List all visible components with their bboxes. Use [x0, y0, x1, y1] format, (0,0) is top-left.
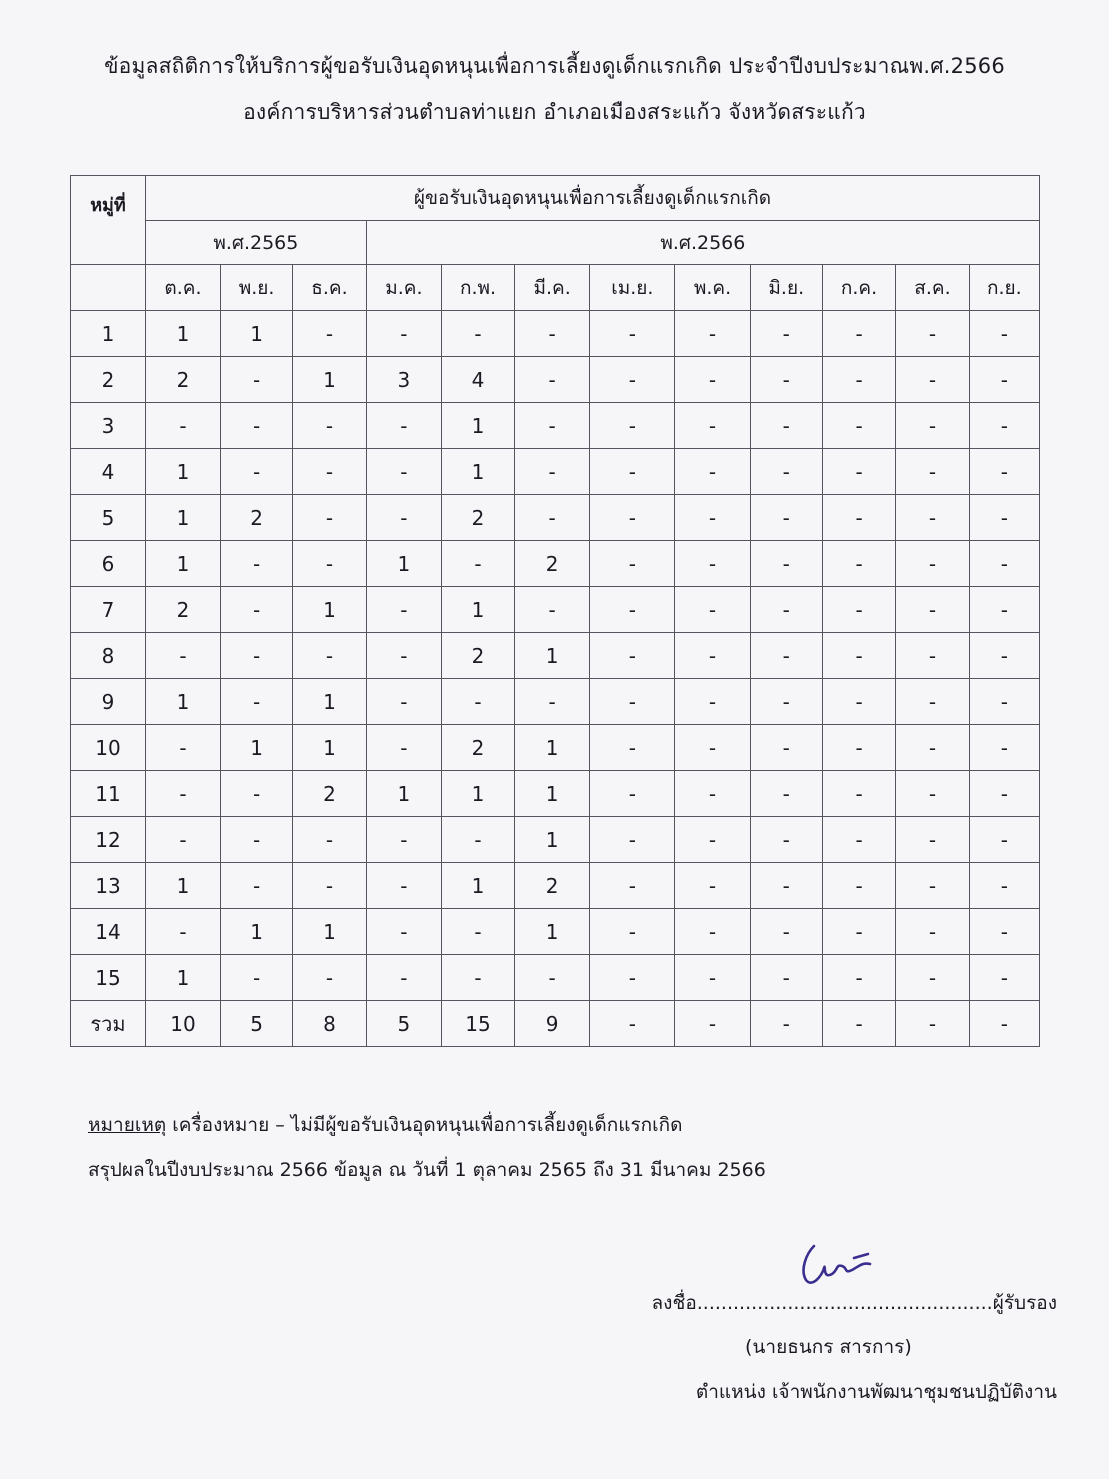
table-cell: -	[293, 495, 367, 541]
table-cell: -	[442, 817, 515, 863]
table-cell: -	[750, 633, 822, 679]
table-cell: -	[442, 679, 515, 725]
table-cell: 1	[514, 771, 589, 817]
table-row	[71, 725, 1040, 771]
table-cell: -	[442, 311, 515, 357]
table-cell: -	[146, 817, 221, 863]
table-cell: 1	[442, 449, 515, 495]
table-cell: -	[896, 587, 970, 633]
table-cell: -	[675, 633, 750, 679]
table-cell: -	[220, 863, 292, 909]
table-cell: 2	[293, 771, 367, 817]
table-cell: -	[590, 311, 675, 357]
statistics-table	[70, 175, 1040, 1047]
table-cell: -	[750, 587, 822, 633]
table-row	[71, 403, 1040, 449]
table-cell: -	[590, 587, 675, 633]
table-cell: -	[896, 541, 970, 587]
table-row	[71, 955, 1040, 1001]
village-number: 14	[71, 909, 146, 955]
table-cell: 3	[366, 357, 441, 403]
village-number: 8	[71, 633, 146, 679]
table-row	[71, 679, 1040, 725]
table-row	[71, 587, 1040, 633]
table-cell: -	[822, 541, 895, 587]
table-cell: -	[366, 863, 441, 909]
table-cell: -	[969, 955, 1039, 1001]
table-row	[71, 771, 1040, 817]
table-cell: -	[514, 955, 589, 1001]
table-cell: -	[590, 679, 675, 725]
table-row	[71, 817, 1040, 863]
village-number: 10	[71, 725, 146, 771]
table-cell: -	[514, 449, 589, 495]
table-cell: -	[590, 357, 675, 403]
table-cell: -	[822, 725, 895, 771]
table-cell: -	[822, 587, 895, 633]
table-cell: -	[514, 403, 589, 449]
total-cell: -	[969, 1001, 1039, 1047]
table-cell: -	[969, 679, 1039, 725]
signature-line: ลงชื่อ.................................................ผู้รับรอง	[651, 1292, 1057, 1314]
table-cell: -	[750, 771, 822, 817]
table-cell: 1	[293, 909, 367, 955]
table-cell: -	[146, 725, 221, 771]
total-cell: 8	[293, 1001, 367, 1047]
village-number: 2	[71, 357, 146, 403]
table-cell: -	[146, 771, 221, 817]
year-2565-header: พ.ศ.2565	[146, 221, 367, 265]
table-cell: -	[822, 403, 895, 449]
month-header-row	[71, 265, 1040, 311]
table-cell: -	[590, 909, 675, 955]
table-cell: -	[969, 725, 1039, 771]
table-cell: -	[750, 863, 822, 909]
table-cell: -	[293, 311, 367, 357]
table-cell: -	[969, 449, 1039, 495]
table-cell: -	[822, 495, 895, 541]
table-cell: -	[750, 955, 822, 1001]
table-cell: -	[969, 771, 1039, 817]
total-cell: 10	[146, 1001, 221, 1047]
total-cell: -	[896, 1001, 970, 1047]
table-cell: -	[896, 725, 970, 771]
table-cell: -	[675, 541, 750, 587]
table-cell: -	[675, 817, 750, 863]
group-header: ผู้ขอรับเงินอุดหนุนเพื่อการเลี้ยงดูเด็กแรกเกิด	[146, 176, 1040, 221]
table-cell: 1	[366, 541, 441, 587]
table-cell: -	[293, 403, 367, 449]
table-cell: 1	[220, 311, 292, 357]
month-header: ต.ค.	[146, 265, 221, 311]
table-cell: -	[293, 541, 367, 587]
table-cell: -	[822, 909, 895, 955]
table-cell: -	[750, 311, 822, 357]
table-cell: -	[293, 863, 367, 909]
table-cell: -	[220, 449, 292, 495]
table-cell: -	[220, 633, 292, 679]
table-cell: -	[896, 817, 970, 863]
table-cell: -	[293, 449, 367, 495]
table-cell: -	[969, 541, 1039, 587]
table-cell: -	[442, 909, 515, 955]
table-cell: -	[366, 311, 441, 357]
table-cell: -	[675, 909, 750, 955]
table-cell: -	[822, 633, 895, 679]
total-cell: 9	[514, 1001, 589, 1047]
village-number: 12	[71, 817, 146, 863]
table-cell: 1	[514, 817, 589, 863]
table-cell: -	[590, 725, 675, 771]
table-row	[71, 909, 1040, 955]
month-header: ธ.ค.	[293, 265, 367, 311]
table-cell: -	[822, 771, 895, 817]
table-cell: 1	[442, 771, 515, 817]
table-cell: 1	[442, 863, 515, 909]
month-header: ก.พ.	[442, 265, 515, 311]
table-cell: -	[366, 817, 441, 863]
month-header: ส.ค.	[896, 265, 970, 311]
total-cell: -	[590, 1001, 675, 1047]
table-cell: 1	[514, 633, 589, 679]
month-header: ก.ย.	[969, 265, 1039, 311]
note-label: หมายเหตุ	[88, 1114, 167, 1136]
total-cell: 5	[366, 1001, 441, 1047]
table-cell: -	[822, 357, 895, 403]
table-cell: 1	[220, 725, 292, 771]
total-cell: 15	[442, 1001, 515, 1047]
table-cell: -	[969, 357, 1039, 403]
table-row	[71, 495, 1040, 541]
table-cell: -	[293, 955, 367, 1001]
table-cell: -	[293, 817, 367, 863]
table-cell: -	[896, 955, 970, 1001]
table-cell: -	[590, 955, 675, 1001]
organization-subtitle: องค์การบริหารส่วนตำบลท่าแยก อำเภอเมืองสระแก้ว จังหวัดสระแก้ว	[243, 100, 866, 124]
total-cell: 5	[220, 1001, 292, 1047]
table-cell: 1	[293, 587, 367, 633]
table-cell: -	[896, 449, 970, 495]
total-cell: -	[750, 1001, 822, 1047]
total-cell: -	[822, 1001, 895, 1047]
table-cell: -	[750, 541, 822, 587]
village-number: 3	[71, 403, 146, 449]
table-cell: -	[675, 403, 750, 449]
table-cell: -	[750, 495, 822, 541]
table-cell: -	[896, 495, 970, 541]
table-cell: -	[366, 587, 441, 633]
table-cell: -	[822, 679, 895, 725]
table-cell: -	[750, 909, 822, 955]
note-line	[88, 1110, 683, 1140]
table-cell: -	[822, 311, 895, 357]
table-cell: -	[366, 403, 441, 449]
table-cell: -	[442, 541, 515, 587]
table-cell: 1	[146, 495, 221, 541]
table-cell: 2	[146, 357, 221, 403]
year-2566-header: พ.ศ.2566	[366, 221, 1039, 265]
table-cell: 2	[514, 541, 589, 587]
table-cell: -	[590, 541, 675, 587]
month-header: เม.ย.	[590, 265, 675, 311]
table-cell: -	[293, 633, 367, 679]
table-cell: 1	[293, 357, 367, 403]
table-cell: 1	[146, 449, 221, 495]
table-cell: -	[822, 817, 895, 863]
table-cell: 1	[146, 679, 221, 725]
table-row	[71, 633, 1040, 679]
table-cell: -	[969, 633, 1039, 679]
table-cell: -	[896, 771, 970, 817]
table-cell: 2	[442, 633, 515, 679]
table-cell: 1	[146, 863, 221, 909]
village-number: 1	[71, 311, 146, 357]
table-cell: -	[969, 587, 1039, 633]
table-cell: -	[366, 955, 441, 1001]
table-cell: -	[366, 725, 441, 771]
document-title: ข้อมูลสถิติการให้บริการผู้ขอรับเงินอุดหนุนเพื่อการเลี้ยงดูเด็กแรกเกิด ประจำปีงบประมาณพ.ศ.2566	[104, 54, 1005, 78]
table-cell: 2	[220, 495, 292, 541]
table-cell: -	[750, 357, 822, 403]
table-cell: -	[590, 863, 675, 909]
table-cell: 1	[514, 909, 589, 955]
month-header: พ.ย.	[220, 265, 292, 311]
table-cell: -	[750, 403, 822, 449]
table-cell: -	[220, 771, 292, 817]
table-cell: -	[822, 955, 895, 1001]
table-cell: -	[220, 357, 292, 403]
month-header: มิ.ย.	[750, 265, 822, 311]
village-number: 5	[71, 495, 146, 541]
table-cell: 1	[293, 679, 367, 725]
signer-name: (นายธนกร สารการ)	[745, 1336, 912, 1358]
table-cell: -	[146, 403, 221, 449]
table-cell: -	[675, 357, 750, 403]
table-cell: -	[969, 403, 1039, 449]
total-cell: -	[675, 1001, 750, 1047]
table-cell: 2	[146, 587, 221, 633]
table-cell: -	[750, 725, 822, 771]
table-row	[71, 541, 1040, 587]
table-cell: -	[514, 311, 589, 357]
table-cell: -	[675, 725, 750, 771]
table-cell: -	[590, 449, 675, 495]
table-cell: -	[969, 863, 1039, 909]
table-cell: 4	[442, 357, 515, 403]
total-label: รวม	[71, 1001, 146, 1047]
month-header: ก.ค.	[822, 265, 895, 311]
table-cell: -	[590, 771, 675, 817]
table-cell: -	[675, 311, 750, 357]
table-row	[71, 311, 1040, 357]
table-cell: -	[822, 449, 895, 495]
table-cell: -	[969, 495, 1039, 541]
table-cell: -	[514, 495, 589, 541]
village-number: 13	[71, 863, 146, 909]
table-cell: -	[675, 587, 750, 633]
table-cell: -	[896, 403, 970, 449]
table-cell: -	[675, 679, 750, 725]
table-cell: -	[442, 955, 515, 1001]
table-cell: -	[896, 633, 970, 679]
table-cell: -	[220, 541, 292, 587]
month-header: ม.ค.	[366, 265, 441, 311]
table-body	[71, 311, 1040, 1047]
table-cell: -	[590, 633, 675, 679]
total-row	[71, 1001, 1040, 1047]
table-cell: -	[220, 955, 292, 1001]
table-cell: -	[514, 679, 589, 725]
table-row	[71, 357, 1040, 403]
table-cell: 1	[442, 587, 515, 633]
table-cell: -	[514, 587, 589, 633]
table-cell: -	[220, 403, 292, 449]
table-cell: -	[750, 449, 822, 495]
table-cell: -	[366, 679, 441, 725]
table-cell: -	[896, 909, 970, 955]
table-cell: 1	[293, 725, 367, 771]
table-cell: -	[822, 863, 895, 909]
summary-line: สรุปผลในปีงบประมาณ 2566 ข้อมูล ณ วันที่ 1 ตุลาคม 2565 ถึง 31 มีนาคม 2566	[88, 1159, 766, 1181]
table-cell: -	[896, 357, 970, 403]
table-cell: -	[146, 909, 221, 955]
table-cell: -	[590, 817, 675, 863]
table-cell: 1	[514, 725, 589, 771]
table-cell: 1	[146, 541, 221, 587]
table-cell: -	[675, 449, 750, 495]
month-header: มี.ค.	[514, 265, 589, 311]
village-number: 6	[71, 541, 146, 587]
table-cell: -	[969, 817, 1039, 863]
village-number: 4	[71, 449, 146, 495]
month-header: พ.ค.	[675, 265, 750, 311]
table-cell: -	[220, 817, 292, 863]
table-cell: -	[366, 633, 441, 679]
note-text: เครื่องหมาย – ไม่มีผู้ขอรับเงินอุดหนุนเพื่อการเลี้ยงดูเด็กแรกเกิด	[166, 1114, 683, 1136]
table-cell: 2	[442, 725, 515, 771]
table-cell: -	[969, 909, 1039, 955]
signer-position: ตำแหน่ง เจ้าพนักงานพัฒนาชุมชนปฏิบัติงาน	[695, 1381, 1057, 1403]
table-cell: -	[514, 357, 589, 403]
table-cell: 1	[366, 771, 441, 817]
table-row	[71, 449, 1040, 495]
table-cell: -	[146, 633, 221, 679]
village-column-header: หมู่ที่	[71, 176, 146, 265]
table-cell: 2	[442, 495, 515, 541]
table-cell: -	[750, 817, 822, 863]
table-cell: -	[366, 909, 441, 955]
village-number: 11	[71, 771, 146, 817]
village-number: 7	[71, 587, 146, 633]
table-cell: -	[675, 495, 750, 541]
table-cell: 1	[146, 311, 221, 357]
table-cell: -	[220, 587, 292, 633]
table-cell: -	[590, 403, 675, 449]
table-cell: -	[366, 449, 441, 495]
table-cell: -	[969, 311, 1039, 357]
table-cell: 2	[514, 863, 589, 909]
table-cell: 1	[146, 955, 221, 1001]
table-cell: -	[896, 311, 970, 357]
table-cell: -	[896, 679, 970, 725]
table-cell: -	[590, 495, 675, 541]
table-row	[71, 863, 1040, 909]
table-cell: -	[366, 495, 441, 541]
table-cell: 1	[220, 909, 292, 955]
table-cell: -	[675, 955, 750, 1001]
table-cell: -	[896, 863, 970, 909]
table-cell: -	[675, 771, 750, 817]
village-number: 9	[71, 679, 146, 725]
table-cell: 1	[442, 403, 515, 449]
village-number: 15	[71, 955, 146, 1001]
table-cell: -	[750, 679, 822, 725]
table-cell: -	[675, 863, 750, 909]
month-header-blank	[71, 265, 146, 311]
table-cell: -	[220, 679, 292, 725]
